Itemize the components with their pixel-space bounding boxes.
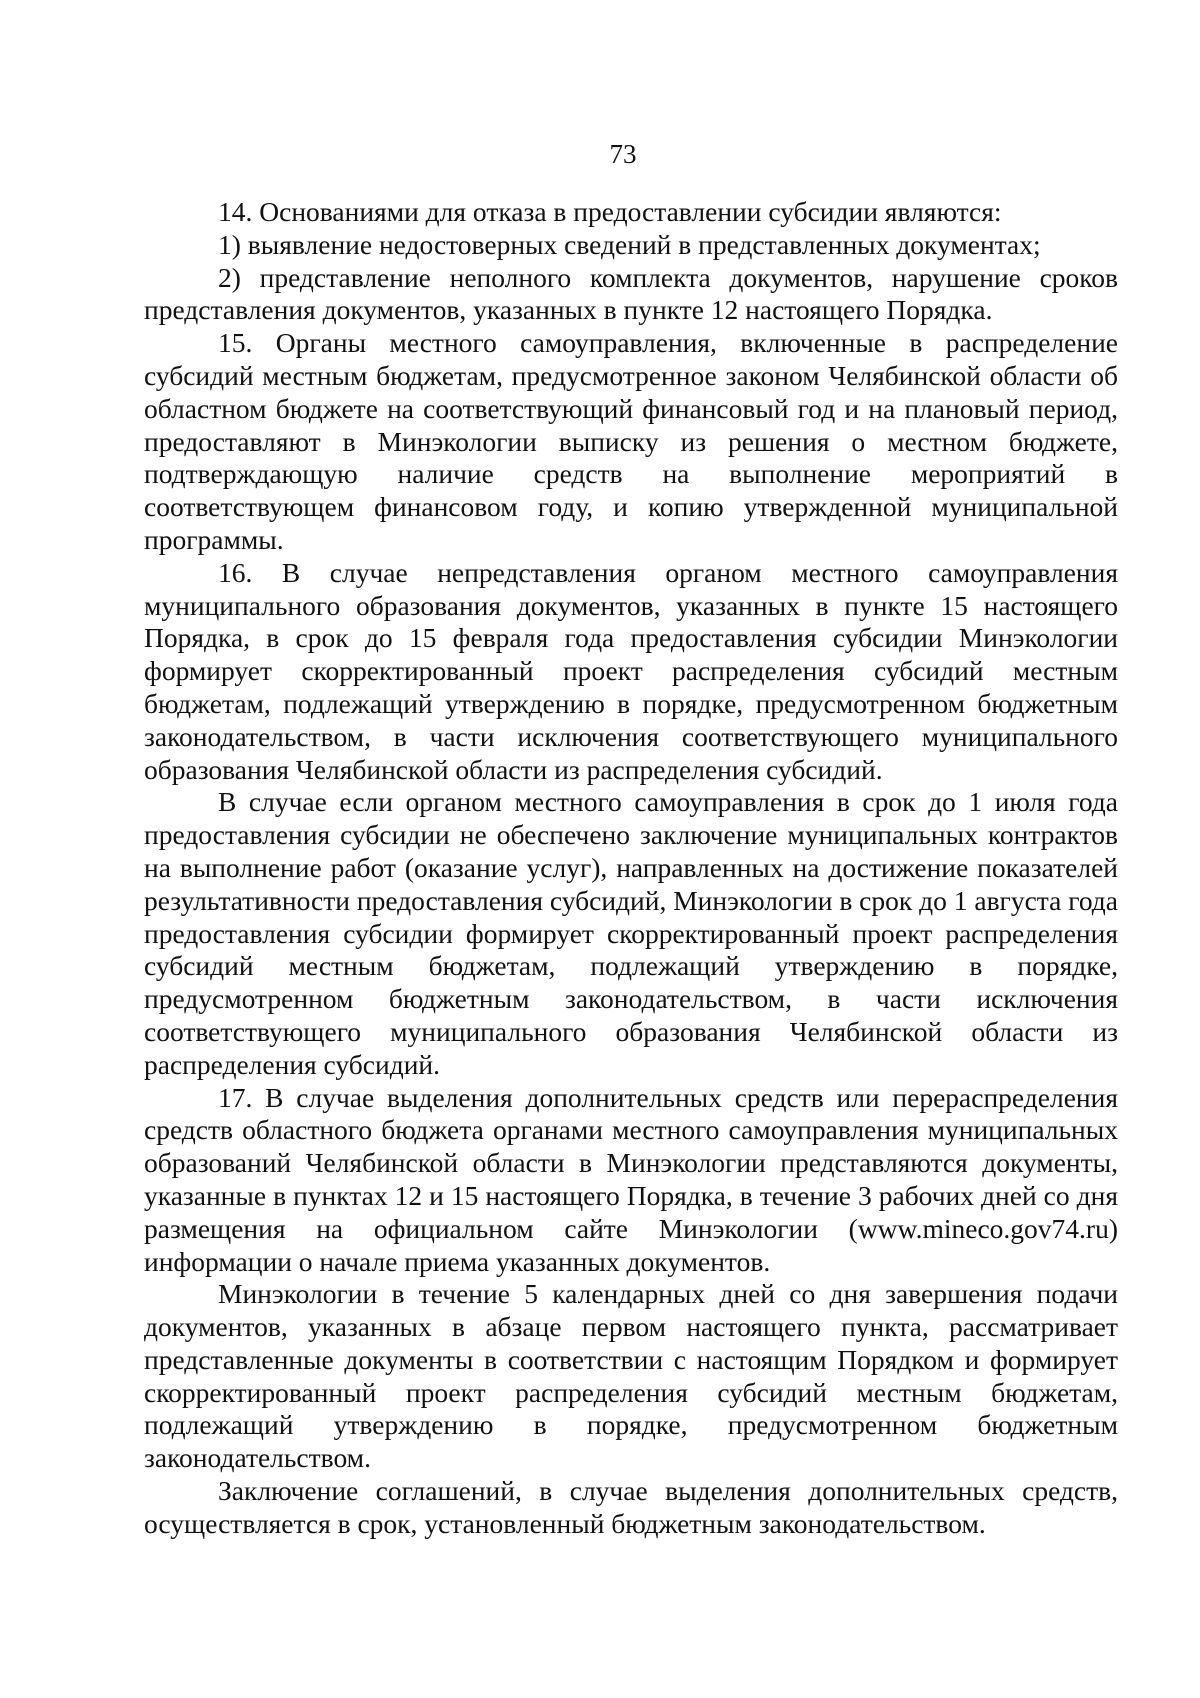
paragraph-17-part-2: Минэкологии в течение 5 календарных дней со дня завершения подачи документов, указанных в абзаце первом настоящего пункта, рассматривает представленные документы в соответствии с настоящим Порядком и формирует скорректированный проект распределения субсидий местным бюджетам, подлежащий утверждению в порядке, предусмотренном бюджетным законодательством.: [144, 1278, 1118, 1474]
paragraph-14-heading: 14. Основаниями для отказа в предоставлении субсидии являются:: [218, 196, 1002, 227]
paragraph-14-item-2: 2) представление неполного комплекта документов, нарушение сроков представления документов, указанных в пункте 12 настоящего Порядка.: [144, 261, 1118, 326]
paragraph-16-part-2: В случае если органом местного самоуправления в срок до 1 июля года предоставления субсидии не обеспечено заключение муниципальных контрактов на выполнение работ (оказание услуг), направленных на достижение показателей результативности предоставления субсидий, Минэкологии в срок до 1 августа года предоставления субсидии формирует скорректированный проект распределения субсидий местным бюджетам, подлежащий утверждению в порядке, предусмотренном бюджетным законодательством, в части исключения соответствующего муниципального образования Челябинской области из распределения субсидий.: [144, 786, 1118, 1080]
paragraph-15: 15. Органы местного самоуправления, включенные в распределение субсидий местным бюджетам, предусмотренное законом Челябинской области об областном бюджете на соответствующий финансовый год и на плановый период, предоставляют в Минэкологии выписку из решения о местном бюджете, подтверждающую наличие средств на выполнение мероприятий в соответствующем финансовом году, и копию утвержденной муниципальной программы.: [144, 327, 1118, 555]
paragraph-14-item-1: 1) выявление недостоверных сведений в представленных документах;: [218, 228, 1041, 260]
paragraph-17: 17. В случае выделения дополнительных средств или перераспределения средств областного бюджета органами местного самоуправления муниципальных образований Челябинской области в Минэкологии представляются документы, указанные в пунктах 12 и 15 настоящего Порядка, в течение 3 рабочих дней со дня размещения на официальном сайте Минэкологии (www.mineco.gov74.ru) информации о начале приема указанных документов.: [144, 1081, 1118, 1277]
paragraph-16: 16. В случае непредставления органом местного самоуправления муниципального образования документов, указанных в пункте 15 настоящего Порядка, в срок до 15 февраля года предоставления субсидии Минэкологии формирует скорректированный проект распределения субсидий местным бюджетам, подлежащий утверждению в порядке, предусмотренном бюджетным законодательством, в части исключения соответствующего муниципального образования Челябинской области из распределения субсидий.: [144, 556, 1118, 785]
page-number: 73: [609, 139, 637, 169]
document-body: [144, 196, 1118, 1541]
paragraph-17-part-3: Заключение соглашений, в случае выделения дополнительных средств, осуществляется в срок, установленный бюджетным законодательством.: [144, 1475, 1118, 1539]
